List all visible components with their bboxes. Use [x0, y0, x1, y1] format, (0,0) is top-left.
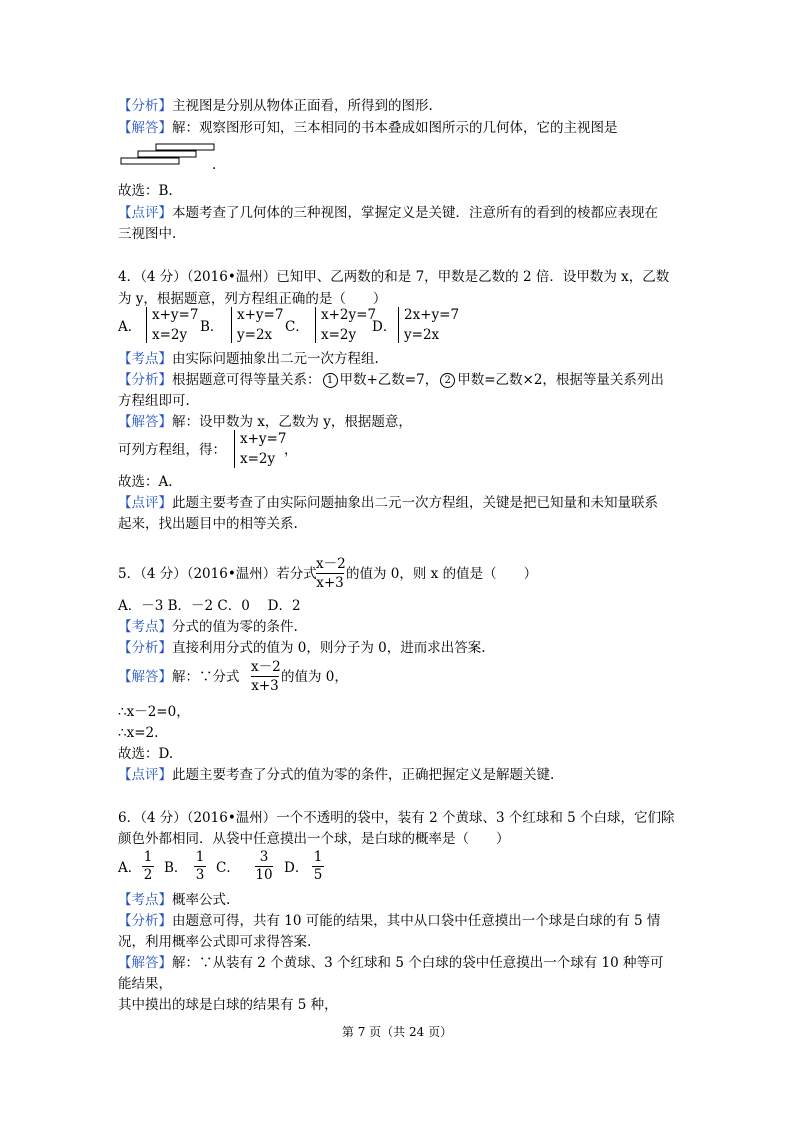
- q5-choice: 故选：D.: [118, 746, 174, 762]
- q4-answer-system-intro: 可列方程组，得：: [118, 442, 226, 458]
- brace-icon: [315, 307, 316, 343]
- brace-icon: [234, 430, 235, 468]
- q5-answer: 【解答】解：∵分式: [118, 669, 240, 685]
- q4-option-d-label: D．: [372, 319, 397, 335]
- q6-analysis: 【分析】由题意可得，共有 10 可能的结果，其中从口袋中任意摸出一个球是白球的有 5 情: [118, 913, 661, 929]
- q6-analysis-cont: 况，利用概率公式即可求得答案.: [118, 934, 312, 950]
- q5-stem-a: 5．（4 分）（2016•温州）若分式: [118, 566, 317, 582]
- q4-option-a-eq1: x+y=7: [152, 307, 199, 323]
- q6-answer-cont-2: 其中摸出的球是白球的结果有 5 种，: [118, 997, 338, 1013]
- q5-fraction-denominator: x+3: [316, 575, 344, 591]
- q6-point: 【考点】概率公式.: [118, 892, 231, 908]
- circled-1-icon: 1: [323, 373, 338, 388]
- q4-option-b-eq2: y=2x: [237, 327, 273, 343]
- brace-icon: [146, 307, 147, 343]
- brace-icon: [231, 307, 232, 343]
- q4-option-a-eq2: x=2y: [152, 327, 188, 343]
- q6-option-a-label: A．: [118, 860, 142, 876]
- q6-option-b-label: B．: [164, 860, 188, 876]
- q4-analysis-cont: 方程组即可.: [118, 393, 190, 409]
- q5-step-2: ∴x=2.: [118, 725, 159, 741]
- q4-analysis: 【分析】根据题意可得等量关系： 1 甲数+乙数=7， 2 甲数=乙数×2，根据等量关系列出: [118, 372, 664, 388]
- q6-answer: 【解答】解：∵从装有 2 个黄球、3 个红球和 5 个白球的袋中任意摸出一个球有 10 种等可: [118, 955, 664, 971]
- q3-comment: 【点评】本题考查了几何体的三种视图，掌握定义是关键．注意所有的看到的棱都应表现在: [118, 205, 658, 221]
- q6-option-c-label: C．: [216, 860, 240, 876]
- q4-answer-eq2: x=2y: [240, 451, 276, 467]
- brace-icon: [398, 307, 399, 343]
- q6-option-d-num: 1: [313, 849, 323, 865]
- q5-stem-b: 的值为 0，则 x 的值是（ ）: [346, 566, 538, 582]
- q6-option-c-num: 3: [259, 849, 269, 865]
- q3-analysis: 【分析】主视图是分别从物体正面看，所得到的图形.: [118, 98, 433, 114]
- q6-option-d-label: D．: [284, 860, 309, 876]
- q3-answer: 【解答】解：观察图形可知，三本相同的书本叠成如图所示的几何体，它的主视图是: [118, 120, 618, 136]
- q4-comment: 【点评】此题主要考查了由实际问题抽象出二元一次方程组，关键是把已知量和未知量联系: [118, 495, 658, 511]
- q4-answer-comma: ，: [284, 442, 298, 458]
- q4-option-b-label: B．: [200, 319, 224, 335]
- fraction-bar: [316, 573, 344, 574]
- q5-answer-denominator: x+3: [251, 678, 279, 694]
- q3-comment-cont: 三视图中.: [118, 226, 177, 242]
- q5-step-1: ∴x－2=0，: [118, 704, 190, 720]
- q4-option-d-eq2: y=2x: [404, 327, 440, 343]
- fraction-bar: [251, 676, 279, 677]
- q4-option-c-eq1: x+2y=7: [321, 307, 377, 323]
- q4-comment-cont: 起来，找出题目中的相等关系.: [118, 516, 298, 532]
- q3-period: .: [212, 157, 217, 173]
- q6-option-a-num: 1: [143, 849, 153, 865]
- q5-comment: 【点评】此题主要考查了分式的值为零的条件，正确把握定义是解题关键.: [118, 767, 555, 783]
- q4-answer: 【解答】解：设甲数为 x，乙数为 y，根据题意，: [118, 414, 412, 430]
- q5-fraction-numerator: x－2: [316, 556, 346, 572]
- q4-answer-eq1: x+y=7: [240, 431, 287, 447]
- q5-point: 【考点】分式的值为零的条件.: [118, 619, 298, 635]
- q6-option-c-den: 10: [255, 867, 273, 883]
- q4-option-a-label: A．: [118, 319, 142, 335]
- q5-analysis: 【分析】直接利用分式的值为 0，则分子为 0，进而求出答案.: [118, 640, 486, 656]
- q6-option-a-den: 2: [143, 867, 153, 883]
- front-view-figure: [120, 140, 216, 170]
- q4-choice: 故选：A.: [118, 474, 173, 490]
- q5-answer-numerator: x－2: [251, 659, 281, 675]
- q5-answer-b: 的值为 0，: [281, 669, 348, 685]
- q4-stem-cont: 为 y，根据题意，列方程组正确的是（ ）: [118, 291, 387, 307]
- q4-option-c-label: C．: [285, 319, 309, 335]
- page-footer: 第 7 页（共 24 页）: [341, 1025, 453, 1039]
- q4-point: 【考点】由实际问题抽象出二元一次方程组.: [118, 351, 379, 367]
- q6-stem: 6．（4 分）（2016•温州）一个不透明的袋中，装有 2 个黄球、3 个红球和 5 个白球，它们除: [118, 810, 675, 826]
- circled-2-icon: 2: [440, 373, 455, 388]
- q6-option-d-den: 5: [313, 867, 323, 883]
- q5-options: A．－3 B．－2 C．0 D．2: [118, 598, 301, 614]
- q4-stem: 4．（4 分）（2016•温州）已知甲、乙两数的和是 7，甲数是乙数的 2 倍．设甲数为 x，乙数: [118, 269, 670, 285]
- q6-option-b-num: 1: [195, 849, 205, 865]
- q4-option-d-eq1: 2x+y=7: [404, 307, 460, 323]
- q3-choice: 故选：B.: [118, 183, 173, 199]
- q6-option-b-den: 3: [195, 867, 205, 883]
- q4-option-b-eq1: x+y=7: [237, 307, 284, 323]
- q4-option-c-eq2: x=2y: [321, 327, 357, 343]
- q6-answer-cont: 能结果，: [118, 976, 172, 992]
- q6-stem-cont: 颜色外都相同．从袋中任意摸出一个球，是白球的概率是（ ）: [118, 831, 510, 847]
